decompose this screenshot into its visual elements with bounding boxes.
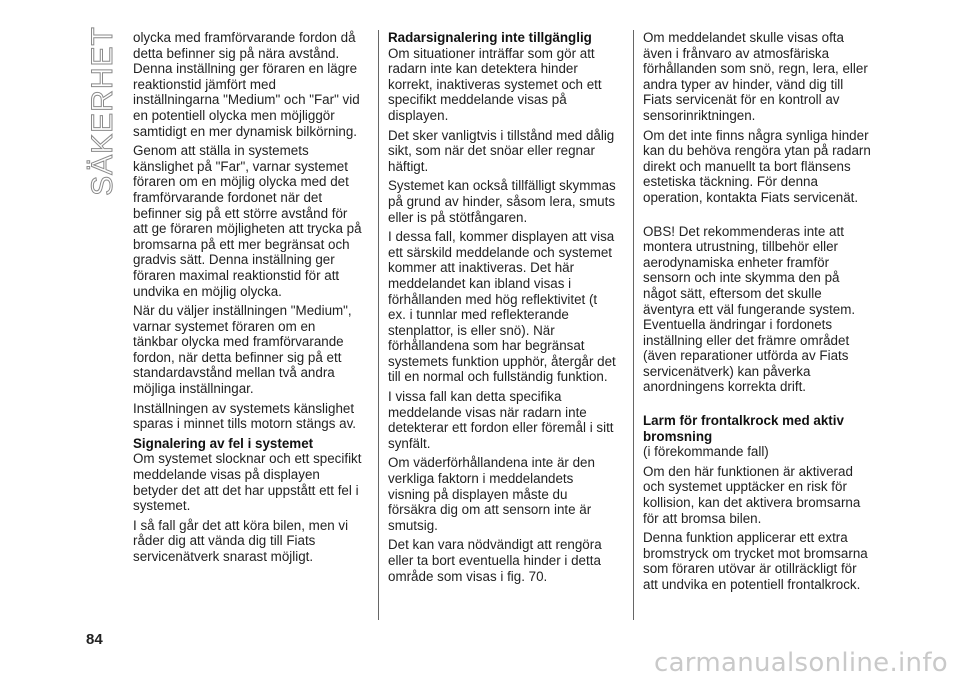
paragraph: Genom att ställa in systemets känslighet på "Far", varnar systemet föraren om en möjlig olycka med det framförvarande fordonet när det befinner sig på ett större avstånd för att ge föraren möjligheten att trycka på bromsarna på ett mer begränsat och gradvis sätt. Denna inställning ger föraren maximal reaktionstid för att undvika en möjlig olycka. xyxy=(133,143,362,299)
spacer xyxy=(643,210,873,224)
heading-system-fault: Signalering av fel i systemet xyxy=(133,435,314,451)
paragraph-note: OBS! Det rekommenderas inte att montera utrustning, tillbehör eller aerodynamiska enheter framför sensorn och inte skymma den på något sätt, eftersom det skulle äventyra ett väl fungerande system. Eventuella ändringar i fordonets inställning eller det främre området (även reparationer utförda av Fiats servicenätverk) kan påverka anordningens korrekta drift. xyxy=(643,223,856,395)
text-column-1 xyxy=(133,30,363,569)
text-column-2 xyxy=(388,30,618,588)
page-number: 84 xyxy=(86,631,103,648)
column-divider-2 xyxy=(633,30,634,620)
paragraph: I vissa fall kan detta specifika meddelande visas när radarn inte detekterar ett fordon eller föremål i sitt synfält. xyxy=(388,389,614,451)
paragraph: Om den här funktionen är aktiverad och systemet upptäcker en risk för kollision, kan det aktivera bromsarna för att bromsa bilen. xyxy=(643,463,861,526)
watermark: carmanualsonline.info xyxy=(653,648,948,678)
paragraph: I dessa fall, kommer displayen att visa ett särskild meddelande och systemet kommer att inaktiveras. Det här meddelandet kan ibland visas i förhållanden med hög reflektivitet (t ex. i tunnlar med reflekterande stenplattor, is eller snö). När förhållandena som har begränsat systemets funktion upphör, återgår det till en normal och fullständig funktion. xyxy=(388,229,616,385)
section-title xyxy=(86,26,120,196)
paragraph: Om väderförhållandena inte är den verkliga faktorn i meddelandets visning på displayen måste du försäkra dig om att sensorn inte är smutsig. xyxy=(388,455,595,533)
paragraph: olycka med framförvarande fordon då detta befinner sig på nära avstånd. Denna inställning ger föraren en lägre reaktionstid jämfört med inställningarna "Medium" och "Far" vid en potentiell olycka men möjliggör samtidigt en mer dynamisk bilkörning. xyxy=(133,30,360,139)
paragraph: Denna funktion applicerar ett extra bromstryck om trycket mot bromsarna som föraren utövar är otillräckligt för att undvika en potentiell frontalkrock. xyxy=(643,530,868,592)
paragraph: Om det inte finns några synliga hinder kan du behöva rengöra ytan på radarn direkt och manuellt ta bort flänsens estetiska täckning. För denna operation, kontakta Fiats servicenät. xyxy=(643,127,871,205)
paragraph: Om meddelandet skulle visas ofta även i frånvaro av atmosfäriska förhållanden som snö, regn, lera, eller andra typer av hinder, vänd dig till Fiats servicenät för en kontroll av sensorinriktningen. xyxy=(643,30,868,123)
section-title-text: SÄKERHET xyxy=(86,26,119,196)
paragraph: Inställningen av systemets känslighet sparas i minnet tills motorn stängs av. xyxy=(133,400,357,432)
paragraph: Systemet kan också tillfälligt skymmas på grund av hinder, såsom lera, smuts eller is på stötfångaren. xyxy=(388,178,616,225)
paragraph: I så fall går det att köra bilen, men vi råder dig att vända dig till Fiats servicenätverk snarast möjligt. xyxy=(133,517,349,564)
paragraph: Det kan vara nödvändigt att rengöra eller ta bort eventuella hinder i detta område som visas i fig. 70. xyxy=(388,537,602,584)
paragraph-availability: (i förekommande fall) xyxy=(643,444,769,460)
spacer xyxy=(643,399,873,413)
paragraph: Om situationer inträffar som gör att radarn inte kan detektera hinder korrekt, inaktiveras systemet och ett specifikt meddelande visas på displayen. xyxy=(388,45,602,123)
text-column-3 xyxy=(643,30,873,597)
heading-frontal-collision-warning: Larm för frontalkrock med aktiv bromsning xyxy=(643,413,844,444)
paragraph: Om systemet slocknar och ett specifikt meddelande visas på displayen betyder det att det har uppstått ett fel i systemet. xyxy=(133,451,362,514)
paragraph: Det sker vanligtvis i tillstånd med dålig sikt, som när det snöar eller regnar häftigt. xyxy=(388,127,615,174)
column-divider-1 xyxy=(378,30,379,620)
heading-radar-unavailable: Radarsignalering inte tillgänglig xyxy=(388,30,592,45)
paragraph: När du väljer inställningen "Medium", varnar systemet föraren om en tänkbar olycka med framförvarande fordon, när detta befinner sig på ett standardavstånd mellan två andra möjliga inställningar. xyxy=(133,303,352,397)
